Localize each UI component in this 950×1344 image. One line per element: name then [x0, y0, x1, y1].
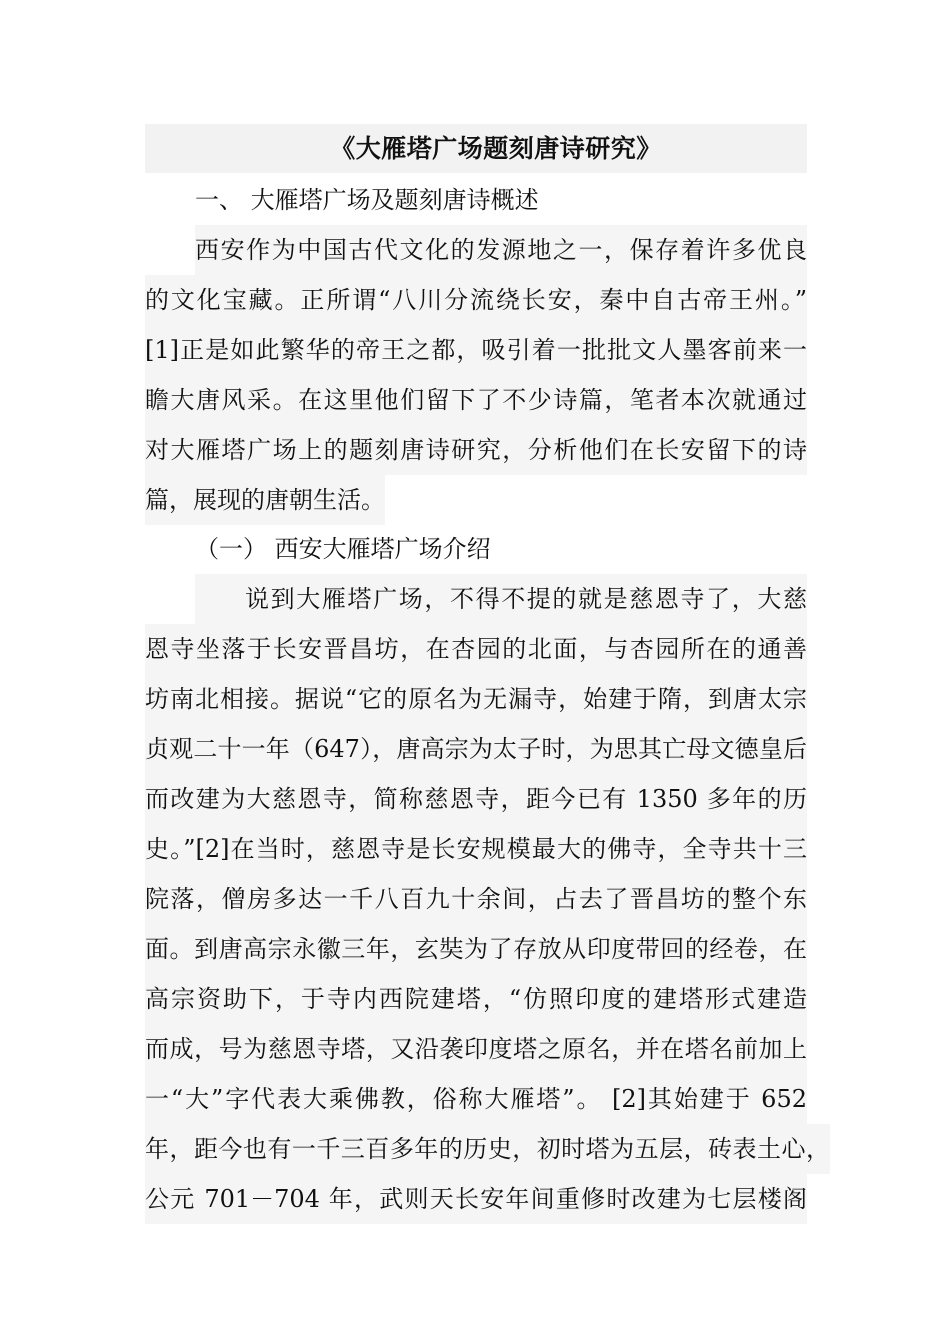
paragraph-line: 院落，僧房多达一千八百九十余间，占去了晋昌坊的整个东 [145, 874, 807, 924]
paragraph-line: 篇，展现的唐朝生活。 [145, 475, 385, 525]
paragraph-line: 西安作为中国古代文化的发源地之一，保存着许多优良 [195, 225, 807, 275]
paragraph-line: 而成，号为慈恩寺塔，又沿袭印度塔之原名，并在塔名前加上 [145, 1024, 807, 1074]
paragraph-line: 而改建为大慈恩寺，简称慈恩寺，距今已有 1350 多年的历 [145, 774, 807, 824]
paragraph-line: 的文化宝藏。正所谓“八川分流绕长安，秦中自古帝王州。” [145, 275, 807, 325]
subsection-heading: （一） 西安大雁塔广场介绍 [195, 535, 491, 563]
paragraph-line: 瞻大唐风采。在这里他们留下了不少诗篇，笔者本次就通过 [145, 375, 807, 425]
paragraph-line: 恩寺坐落于长安晋昌坊，在杏园的北面，与杏园所在的通善 [145, 624, 807, 674]
paragraph-line: 贞观二十一年（647），唐高宗为太子时，为思其亡母文德皇后 [145, 724, 807, 774]
paragraph-line: 面。到唐高宗永徽三年，玄奘为了存放从印度带回的经卷，在 [145, 924, 807, 974]
document-title: 《大雁塔广场题刻唐诗研究》 [330, 134, 662, 163]
paragraph-line: 说到大雁塔广场，不得不提的就是慈恩寺了，大慈 [195, 574, 807, 624]
paragraph-line: 史。”[2]在当时，慈恩寺是长安规模最大的佛寺，全寺共十三 [145, 824, 807, 874]
paragraph-line: 高宗资助下，于寺内西院建塔，“仿照印度的建塔形式建造 [145, 974, 807, 1024]
section-heading: 一、 大雁塔广场及题刻唐诗概述 [195, 186, 539, 214]
paragraph-line: 一“大”字代表大乘佛教，俗称大雁塔”。 [2]其始建于 652 [145, 1074, 807, 1124]
paragraph-line: 公元 701－704 年，武则天长安年间重修时改建为七层楼阁 [145, 1174, 807, 1224]
paragraph-line: 对大雁塔广场上的题刻唐诗研究，分析他们在长安留下的诗 [145, 425, 807, 475]
paragraph-line: [1]正是如此繁华的帝王之都，吸引着一批批文人墨客前来一 [145, 325, 807, 375]
paragraph-line: 坊南北相接。据说“它的原名为无漏寺，始建于隋，到唐太宗 [145, 674, 807, 724]
paragraph-line: 年，距今也有一千三百多年的历史，初时塔为五层，砖表土心， [145, 1124, 830, 1174]
